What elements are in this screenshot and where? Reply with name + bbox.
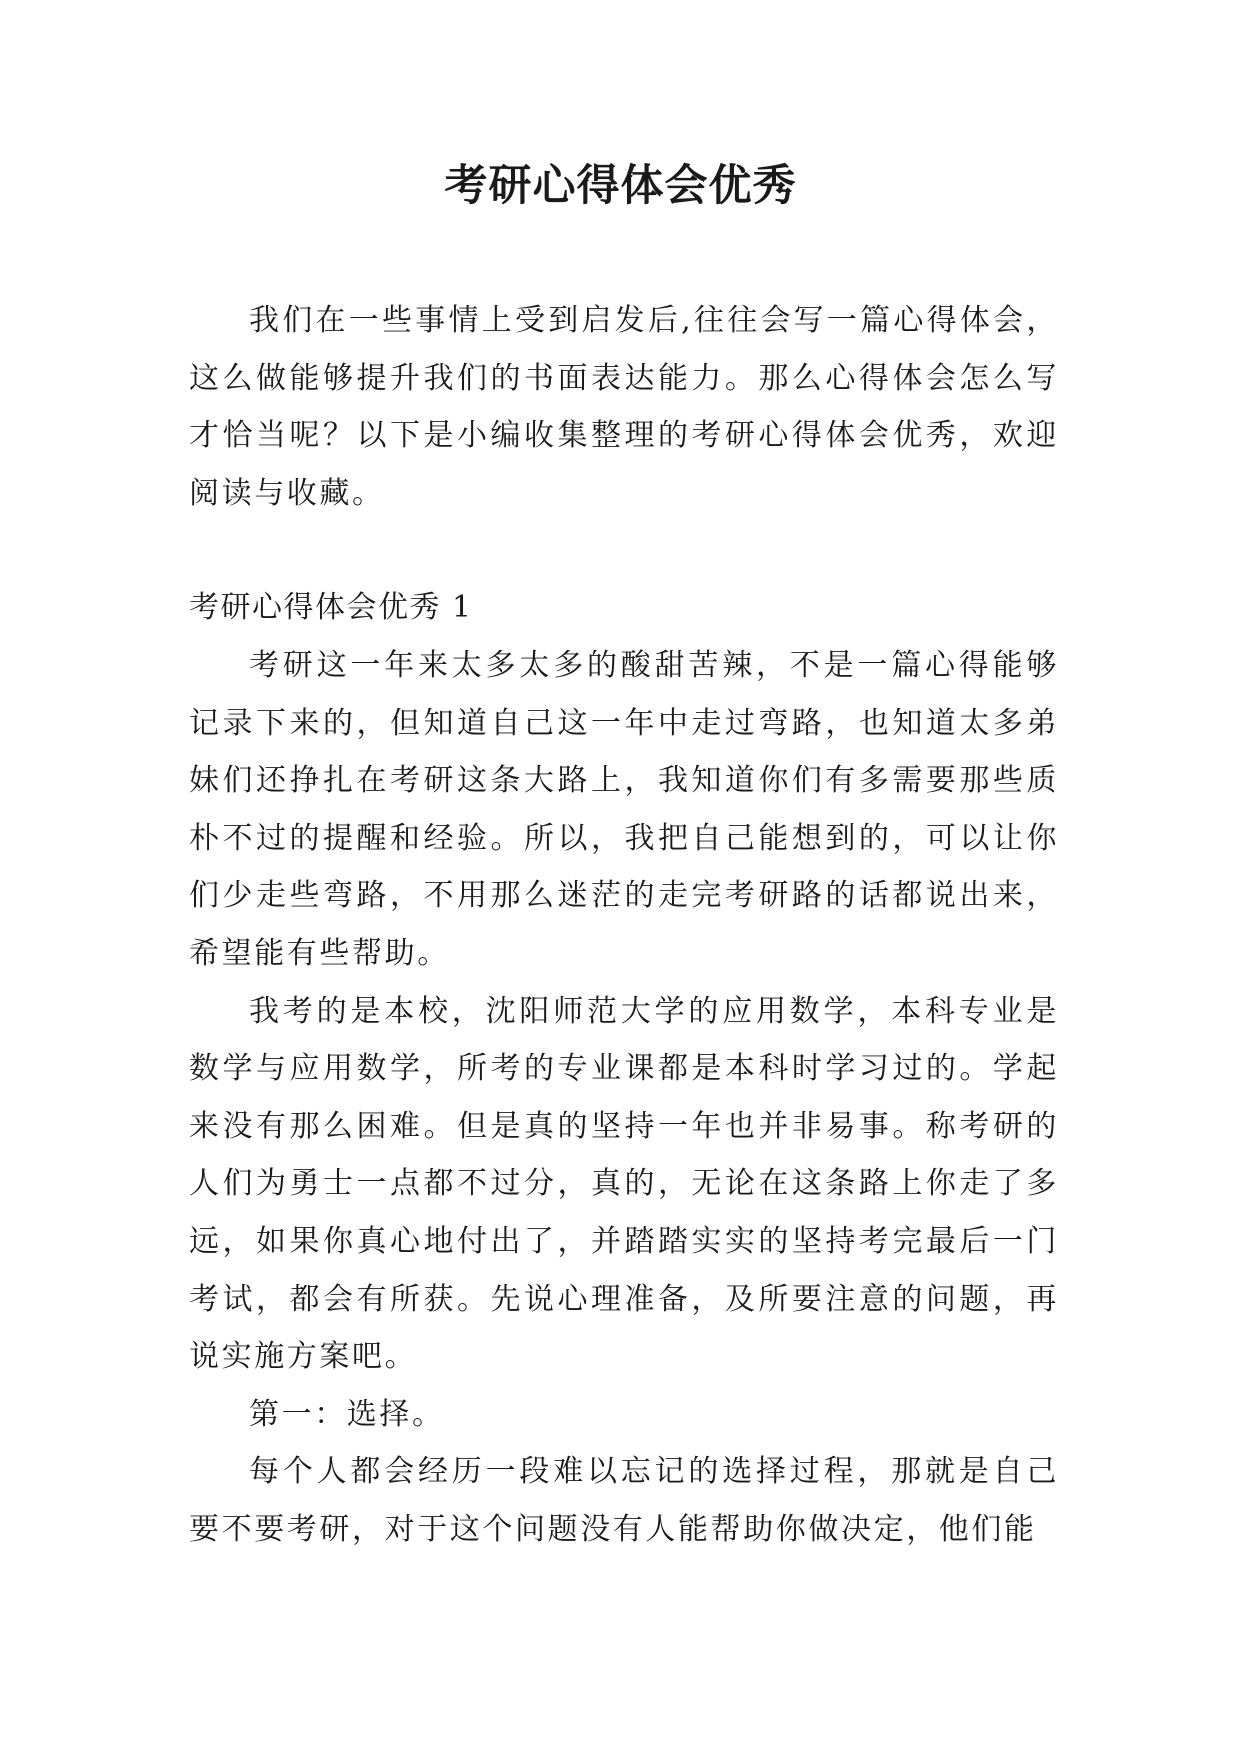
document-body <box>189 292 1059 1558</box>
intro-paragraph: 我们在一些事情上受到启发后,往往会写一篇心得体会，这么做能够提升我们的书面表达能力。那么心得体会怎么写才恰当呢？以下是小编收集整理的考研心得体会优秀，欢迎阅读与收藏。 <box>189 303 1059 511</box>
body-paragraph-4: 每个人都会经历一段难以忘记的选择过程，那就是自己要不要考研，对于这个问题没有人能帮助你做决定，他们能 <box>189 1454 1059 1547</box>
section-heading: 考研心得体会优秀 1 <box>189 590 473 626</box>
body-paragraph-2: 我考的是本校，沈阳师范大学的应用数学，本科专业是数学与应用数学，所考的专业课都是本科时学习过的。学起来没有那么困难。但是真的坚持一年也并非易事。称考研的人们为勇士一点都不过分，真的，无论在这条路上你走了多远，如果你真心地付出了，并踏踏实实的坚持考完最后一门考试，都会有所获。先说心理准备，及所要注意的问题，再说实施方案吧。 <box>189 993 1059 1375</box>
body-paragraph-1: 考研这一年来太多太多的酸甜苦辣，不是一篇心得能够记录下来的，但知道自己这一年中走过弯路，也知道太多弟妹们还挣扎在考研这条大路上，我知道你们有多需要那些质朴不过的提醒和经验。所以，我把自己能想到的，可以让你们少走些弯路，不用那么迷茫的走完考研路的话都说出来，希望能有些帮助。 <box>189 647 1059 971</box>
document-title: 考研心得体会优秀 <box>444 161 797 211</box>
body-paragraph-3: 第一：选择。 <box>249 1396 445 1432</box>
